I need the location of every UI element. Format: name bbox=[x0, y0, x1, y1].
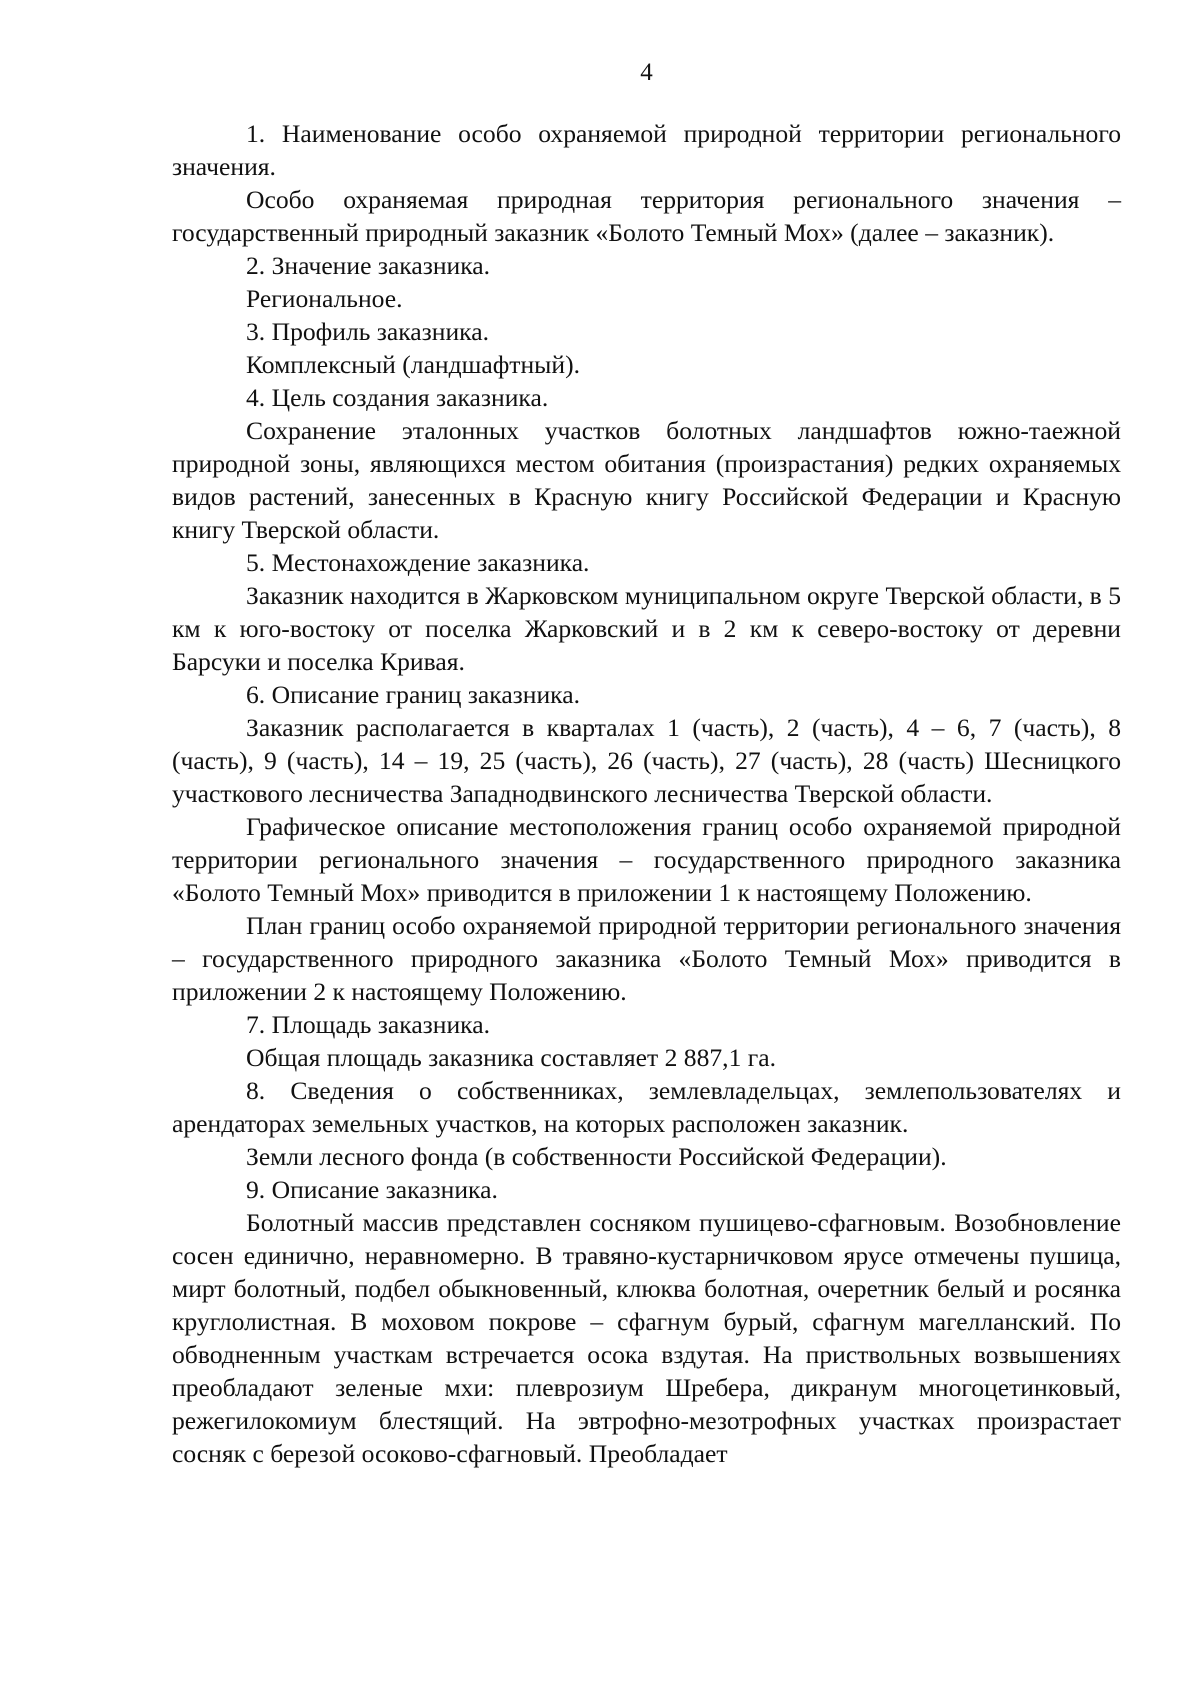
paragraph-section-4-text: Сохранение эталонных участков болотных ландшафтов южно-таежной природной зоны, являющихся местом обитания (произрастания) редких охраняемых видов растений, занесенных в Красную книгу Российской Федерации и Красную книгу Тверской области. bbox=[172, 416, 1121, 544]
paragraph-section-9-text: Болотный массив представлен сосняком пушицево-сфагновым. Возобновление сосен единично, неравномерно. В травяно-кустарничковом ярусе отмечены пушица, мирт болотный, подбел обыкновенный, клюква болотная, очеретник белый и росянка круглолистная. В моховом покрове – сфагнум бурый, сфагнум магелланский. По обводненным участкам встречается осока вздутая. На приствольных возвышениях преобладают зеленые мхи: плеврозиум Шребера, дикранум многоцетинковый, режегилокомиум блестящий. На эвтрофно-мезотрофных участках произрастает сосняк с березой осоково-сфагновый. Преобладает bbox=[172, 1208, 1121, 1468]
paragraph-section-1-text: Особо охраняемая природная территория регионального значения – государственный природный заказник «Болото Темный Мох» (далее – заказник). bbox=[172, 185, 1121, 247]
paragraph-section-1-title: 1. Наименование особо охраняемой природной территории регионального значения. bbox=[172, 119, 1121, 181]
paragraph-section-3-title: 3. Профиль заказника. bbox=[246, 317, 489, 346]
document-body bbox=[172, 117, 1121, 1470]
paragraph-section-8-title: 8. Сведения о собственниках, землевладельцах, землепользователях и арендаторах земельных участков, на которых расположен заказник. bbox=[172, 1076, 1121, 1138]
paragraph-section-9-title: 9. Описание заказника. bbox=[246, 1175, 498, 1204]
paragraph-section-7-title: 7. Площадь заказника. bbox=[246, 1010, 490, 1039]
paragraph-section-7-text: Общая площадь заказника составляет 2 887,1 га. bbox=[246, 1043, 777, 1072]
paragraph-section-5-text: Заказник находится в Жарковском муниципальном округе Тверской области, в 5 км к юго-востоку от поселка Жарковский и в 2 км к северо-востоку от деревни Барсуки и поселка Кривая. bbox=[172, 581, 1121, 676]
paragraph-section-6-plan: План границ особо охраняемой природной территории регионального значения – государственного природного заказника «Болото Темный Мох» приводится в приложении 2 к настоящему Положению. bbox=[172, 911, 1121, 1006]
paragraph-section-5-title: 5. Местонахождение заказника. bbox=[246, 548, 590, 577]
paragraph-section-2-title: 2. Значение заказника. bbox=[246, 251, 491, 280]
paragraph-section-4-title: 4. Цель создания заказника. bbox=[246, 383, 549, 412]
paragraph-section-3-text: Комплексный (ландшафтный). bbox=[246, 350, 580, 379]
paragraph-section-6-graphic-description: Графическое описание местоположения границ особо охраняемой природной территории регионального значения – государственного природного заказника «Болото Темный Мох» приводится в приложении 1 к настоящему Положению. bbox=[172, 812, 1121, 907]
page-number: 4 bbox=[640, 59, 653, 86]
paragraph-section-6-title: 6. Описание границ заказника. bbox=[246, 680, 580, 709]
paragraph-section-8-text: Земли лесного фонда (в собственности Российской Федерации). bbox=[246, 1142, 947, 1171]
paragraph-section-6-text: Заказник располагается в кварталах 1 (часть), 2 (часть), 4 – 6, 7 (часть), 8 (часть), 9 (часть), 14 – 19, 25 (часть), 26 (часть), 27 (часть), 28 (часть) Шесницкого участкового лесничества Западнодвинского лесничества Тверской области. bbox=[172, 713, 1121, 808]
paragraph-section-2-text: Региональное. bbox=[246, 284, 403, 313]
